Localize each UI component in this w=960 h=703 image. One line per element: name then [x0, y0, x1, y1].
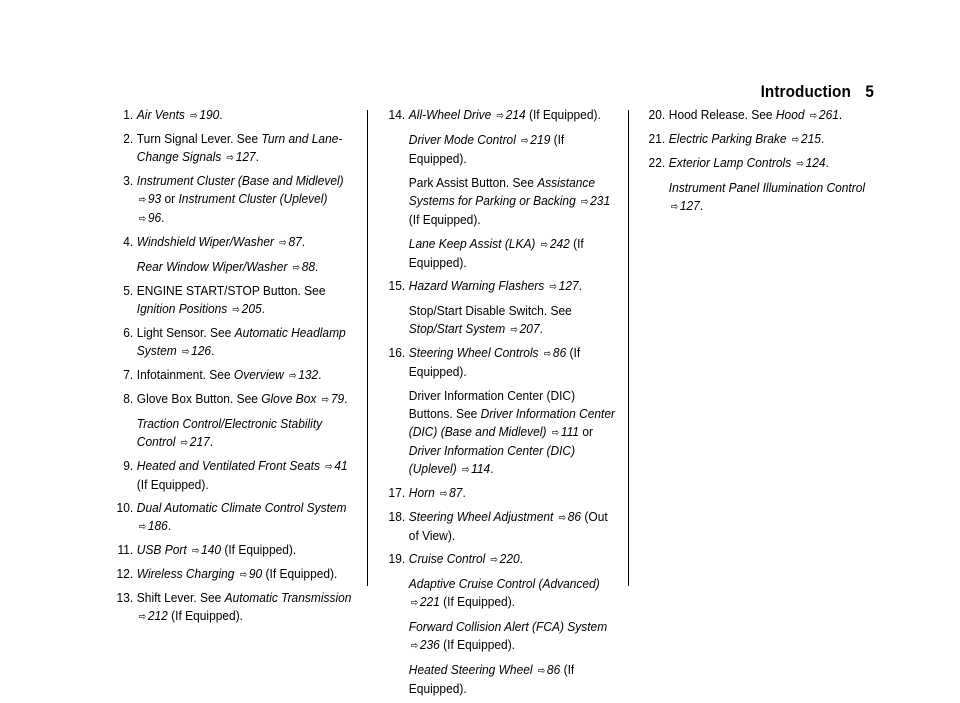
- cross-reference-link[interactable]: Steering Wheel Adjustment: [408, 509, 554, 524]
- cross-reference-link[interactable]: Driver Information Center (DIC) (Base and Midlevel): [408, 406, 616, 439]
- entry-number: 3.: [123, 173, 134, 188]
- cross-reference-link[interactable]: Heated Steering Wheel: [408, 662, 533, 677]
- cross-reference-link[interactable]: Windshield Wiper/Washer: [136, 234, 275, 249]
- cross-reference-link[interactable]: 261: [818, 107, 839, 122]
- index-entry: [108, 589, 358, 626]
- entry-number: 19.: [388, 551, 406, 566]
- index-entry: [640, 154, 880, 216]
- entry-text: Steering Wheel Adjustment ⇨ 86 (Out of View).: [408, 509, 608, 543]
- page-reference-arrow-icon: ⇨: [191, 545, 200, 557]
- page-reference-arrow-icon: ⇨: [292, 262, 300, 274]
- entry-text: Driver Mode Control ⇨ 219 (If Equipped).: [408, 132, 565, 166]
- entry-text: Shift Lever. See Automatic Transmission ⇨ 212 (If Equipped).: [136, 590, 352, 623]
- cross-reference-link[interactable]: 124: [805, 155, 826, 170]
- cross-reference-link[interactable]: 207: [519, 321, 540, 336]
- page-reference-arrow-icon: ⇨: [288, 370, 297, 382]
- page-reference-arrow-icon: ⇨: [226, 152, 234, 164]
- cross-reference-link[interactable]: 186: [147, 518, 168, 533]
- index-entry: [108, 565, 358, 584]
- page-reference-arrow-icon: ⇨: [490, 554, 498, 566]
- index-entry: [380, 508, 620, 545]
- cross-reference-link[interactable]: 217: [189, 434, 210, 449]
- entry-number: 17.: [388, 485, 406, 500]
- entry-text: Air Vents ⇨ 190.: [136, 107, 223, 122]
- cross-reference-link[interactable]: 190: [199, 107, 220, 122]
- cross-reference-link[interactable]: Instrument Cluster (Base and Midlevel): [136, 173, 344, 188]
- cross-reference-link[interactable]: Steering Wheel Controls: [408, 345, 539, 360]
- page-reference-arrow-icon: ⇨: [439, 488, 448, 500]
- entry-text: Wireless Charging ⇨ 90 (If Equipped).: [136, 566, 338, 581]
- cross-reference-link[interactable]: Cruise Control: [408, 551, 486, 566]
- index-entry: [108, 366, 358, 385]
- entry-text: Cruise Control ⇨ 220.: [408, 551, 523, 566]
- page-reference-arrow-icon: ⇨: [496, 110, 504, 122]
- cross-reference-link[interactable]: 88: [301, 259, 316, 274]
- column-3: [640, 106, 880, 221]
- cross-reference-link[interactable]: Stop/Start System: [408, 321, 506, 336]
- entry-text: Light Sensor. See Automatic Headlamp System ⇨ 126.: [136, 325, 346, 358]
- cross-reference-link[interactable]: 231: [590, 193, 611, 208]
- cross-reference-link[interactable]: 219: [530, 132, 551, 147]
- page-reference-arrow-icon: ⇨: [279, 237, 287, 249]
- cross-reference-link[interactable]: Automatic Headlamp System: [136, 325, 346, 358]
- cross-reference-link[interactable]: Traction Control/Electronic Stability Control: [136, 416, 323, 449]
- page-reference-arrow-icon: ⇨: [551, 427, 560, 439]
- cross-reference-link[interactable]: 140: [201, 542, 222, 557]
- page-reference-arrow-icon: ⇨: [540, 239, 549, 251]
- cross-reference-link[interactable]: 220: [499, 551, 520, 566]
- cross-reference-link[interactable]: Heated and Ventilated Front Seats: [136, 458, 320, 473]
- index-entry: [108, 130, 358, 167]
- entry-text: Lane Keep Assist (LKA) ⇨ 242 (If Equipped).: [408, 236, 584, 270]
- cross-reference-link[interactable]: 126: [191, 343, 212, 358]
- entry-number: 9.: [123, 458, 134, 473]
- page-number: 5: [865, 82, 874, 101]
- entry-number: 4.: [123, 234, 134, 249]
- page-reference-arrow-icon: ⇨: [232, 304, 240, 316]
- column-divider: [367, 110, 368, 586]
- index-entry: [640, 106, 880, 125]
- page-header: [761, 82, 874, 102]
- index-entry: [108, 106, 358, 125]
- cross-reference-link[interactable]: 242: [549, 236, 570, 251]
- cross-reference-link[interactable]: Overview: [233, 367, 284, 382]
- page-reference-arrow-icon: ⇨: [670, 201, 679, 213]
- cross-reference-link[interactable]: Instrument Cluster (Uplevel): [178, 191, 328, 206]
- page-reference-arrow-icon: ⇨: [809, 110, 818, 122]
- cross-reference-link[interactable]: 87: [449, 485, 463, 500]
- page-reference-arrow-icon: ⇨: [791, 134, 800, 146]
- page-reference-arrow-icon: ⇨: [239, 569, 248, 581]
- page-reference-arrow-icon: ⇨: [138, 194, 147, 206]
- entry-number: 8.: [123, 391, 134, 406]
- entry-number: 11.: [117, 542, 134, 557]
- cross-reference-link[interactable]: 127: [679, 198, 700, 213]
- page-reference-arrow-icon: ⇨: [461, 464, 470, 476]
- entry-number: 1.: [123, 107, 134, 122]
- page-reference-arrow-icon: ⇨: [190, 110, 198, 122]
- entry-text: Windshield Wiper/Washer ⇨ 87.: [136, 234, 306, 249]
- entry-text: Electric Parking Brake ⇨ 215.: [668, 131, 825, 146]
- cross-reference-link[interactable]: 86: [552, 345, 567, 360]
- entry-number: 2.: [123, 131, 134, 146]
- cross-reference-link[interactable]: 41: [334, 458, 348, 473]
- cross-reference-link[interactable]: 236: [419, 637, 440, 652]
- index-entry: [108, 233, 358, 277]
- page-reference-arrow-icon: ⇨: [549, 281, 557, 293]
- entry-text: Heated and Ventilated Front Seats ⇨ 41 (If Equipped).: [136, 458, 348, 492]
- page-reference-arrow-icon: ⇨: [558, 512, 566, 524]
- entry-number: 15.: [388, 278, 406, 293]
- entry-text: Steering Wheel Controls ⇨ 86 (If Equipped).: [408, 345, 581, 379]
- page-reference-arrow-icon: ⇨: [138, 213, 147, 225]
- cross-reference-link[interactable]: Air Vents: [136, 107, 185, 122]
- index-entry: [380, 344, 620, 479]
- page-reference-arrow-icon: ⇨: [180, 437, 188, 449]
- cross-reference-link[interactable]: Horn: [408, 485, 435, 500]
- cross-reference-link[interactable]: 127: [235, 149, 256, 164]
- cross-reference-link[interactable]: 212: [147, 608, 168, 623]
- entry-number: 5.: [123, 283, 134, 298]
- cross-reference-link[interactable]: 90: [248, 566, 263, 581]
- entry-text: ENGINE START/STOP Button. See Ignition Positions ⇨ 205.: [136, 283, 326, 316]
- index-entry: [108, 457, 358, 494]
- page-reference-arrow-icon: ⇨: [537, 665, 546, 677]
- cross-reference-link[interactable]: Driver Mode Control: [408, 132, 516, 147]
- page-reference-arrow-icon: ⇨: [410, 640, 419, 652]
- entry-text: Park Assist Button. See Assistance Systems for Parking or Backing ⇨ 231 (If Equipped).: [408, 175, 611, 227]
- page-reference-arrow-icon: ⇨: [510, 324, 518, 336]
- cross-reference-link[interactable]: 214: [505, 107, 526, 122]
- index-entry: [640, 130, 880, 149]
- cross-reference-link[interactable]: 132: [298, 367, 319, 382]
- cross-reference-link[interactable]: Dual Automatic Climate Control System: [136, 500, 347, 515]
- entry-text: Heated Steering Wheel ⇨ 86 (If Equipped).: [408, 662, 575, 696]
- cross-reference-link[interactable]: 215: [800, 131, 821, 146]
- column-2: [380, 106, 620, 703]
- entry-text: Turn Signal Lever. See Turn and Lane-Change Signals ⇨ 127.: [136, 131, 343, 164]
- page-title: Introduction: [760, 82, 851, 101]
- entry-number: 6.: [123, 325, 134, 340]
- entry-text: USB Port ⇨ 140 (If Equipped).: [136, 542, 297, 557]
- cross-reference-link[interactable]: Rear Window Wiper/Washer: [136, 259, 288, 274]
- index-entry: [380, 484, 620, 503]
- entry-number: 12.: [116, 566, 134, 581]
- page-reference-arrow-icon: ⇨: [521, 135, 529, 147]
- cross-reference-link[interactable]: Electric Parking Brake: [668, 131, 787, 146]
- entry-text: Rear Window Wiper/Washer ⇨ 88.: [136, 259, 319, 274]
- entry-number: 22.: [648, 155, 666, 170]
- cross-reference-link[interactable]: 79: [330, 391, 345, 406]
- cross-reference-link[interactable]: Instrument Panel Illumination Control: [668, 180, 866, 195]
- entry-text: Infotainment. See Overview ⇨ 132.: [136, 367, 322, 382]
- entry-text: Glove Box Button. See Glove Box ⇨ 79.: [136, 391, 348, 406]
- cross-reference-link[interactable]: 111: [560, 424, 580, 439]
- entry-text: Horn ⇨ 87.: [408, 485, 466, 500]
- page-reference-arrow-icon: ⇨: [543, 348, 552, 360]
- index-entry: [108, 541, 358, 560]
- column-divider: [628, 110, 629, 586]
- entry-text: Dual Automatic Climate Control System ⇨ 186.: [136, 500, 347, 533]
- cross-reference-link[interactable]: Assistance Systems for Parking or Backing: [408, 175, 596, 208]
- cross-reference-link[interactable]: Lane Keep Assist (LKA): [408, 236, 536, 251]
- entry-text: Instrument Panel Illumination Control ⇨ 127.: [668, 180, 866, 213]
- cross-reference-link[interactable]: 114: [471, 461, 491, 476]
- entry-text: Adaptive Cruise Control (Advanced) ⇨ 221 (If Equipped).: [408, 576, 600, 609]
- entry-number: 14.: [388, 107, 406, 122]
- entry-text: Instrument Cluster (Base and Midlevel) ⇨ 93 or Instrument Cluster (Uplevel) ⇨ 96.: [136, 173, 344, 225]
- page-reference-arrow-icon: ⇨: [580, 196, 589, 208]
- cross-reference-link[interactable]: Forward Collision Alert (FCA) System: [408, 619, 608, 634]
- cross-reference-link[interactable]: 96: [147, 210, 162, 225]
- cross-reference-link[interactable]: Exterior Lamp Controls: [668, 155, 792, 170]
- entry-text: Traction Control/Electronic Stability Control ⇨ 217.: [136, 416, 323, 449]
- index-entry: [108, 172, 358, 228]
- entry-number: 20.: [648, 107, 666, 122]
- entry-number: 10.: [116, 500, 134, 515]
- cross-reference-link[interactable]: Turn and Lane-Change Signals: [136, 131, 343, 164]
- cross-reference-link[interactable]: Adaptive Cruise Control (Advanced): [408, 576, 600, 591]
- entry-text: Exterior Lamp Controls ⇨ 124.: [668, 155, 829, 170]
- page-reference-arrow-icon: ⇨: [181, 346, 190, 358]
- cross-reference-link[interactable]: Hazard Warning Flashers: [408, 278, 545, 293]
- cross-reference-link[interactable]: 93: [147, 191, 162, 206]
- cross-reference-link[interactable]: Hood: [775, 107, 805, 122]
- page-reference-arrow-icon: ⇨: [138, 611, 147, 623]
- entry-number: 16.: [388, 345, 406, 360]
- index-entry: [108, 282, 358, 319]
- cross-reference-link[interactable]: 86: [546, 662, 561, 677]
- index-entry: [108, 499, 358, 536]
- entry-number: 21.: [648, 131, 666, 146]
- entry-text: Stop/Start Disable Switch. See Stop/Start System ⇨ 207.: [408, 303, 572, 336]
- cross-reference-link[interactable]: 127: [558, 278, 579, 293]
- cross-reference-link[interactable]: Wireless Charging: [136, 566, 235, 581]
- index-entry: [380, 277, 620, 339]
- cross-reference-link[interactable]: 205: [241, 301, 262, 316]
- entry-text: All-Wheel Drive ⇨ 214 (If Equipped).: [408, 107, 601, 122]
- cross-reference-link[interactable]: Automatic Transmission: [224, 590, 352, 605]
- index-entry: [108, 324, 358, 361]
- entry-text: Hazard Warning Flashers ⇨ 127.: [408, 278, 582, 293]
- entry-text: Forward Collision Alert (FCA) System ⇨ 236 (If Equipped).: [408, 619, 608, 652]
- cross-reference-link[interactable]: Driver Information Center (DIC) (Uplevel): [408, 443, 576, 476]
- page-reference-arrow-icon: ⇨: [796, 158, 804, 170]
- cross-reference-link[interactable]: All-Wheel Drive: [408, 107, 492, 122]
- page-reference-arrow-icon: ⇨: [138, 521, 147, 533]
- entry-number: 7.: [123, 367, 134, 382]
- cross-reference-link[interactable]: 87: [288, 234, 302, 249]
- entry-number: 13.: [116, 590, 134, 605]
- cross-reference-link[interactable]: Glove Box: [261, 391, 317, 406]
- column-1: [108, 106, 358, 631]
- cross-reference-link[interactable]: USB Port: [136, 542, 187, 557]
- index-entry: [380, 550, 620, 698]
- page-reference-arrow-icon: ⇨: [325, 461, 333, 473]
- index-entry: [380, 106, 620, 272]
- cross-reference-link[interactable]: 86: [567, 509, 582, 524]
- cross-reference-link[interactable]: 221: [419, 594, 440, 609]
- page-reference-arrow-icon: ⇨: [321, 394, 330, 406]
- cross-reference-link[interactable]: Ignition Positions: [136, 301, 228, 316]
- entry-number: 18.: [388, 509, 406, 524]
- index-entry: [108, 390, 358, 452]
- entry-text: Driver Information Center (DIC) Buttons. See Driver Information Center (DIC) (Base and Midlevel) ⇨ 111 or Driver Information Center (DIC) (Uplevel) ⇨ 114.: [408, 388, 616, 476]
- entry-text: Hood Release. See Hood ⇨ 261.: [668, 107, 843, 122]
- page-reference-arrow-icon: ⇨: [410, 597, 419, 609]
